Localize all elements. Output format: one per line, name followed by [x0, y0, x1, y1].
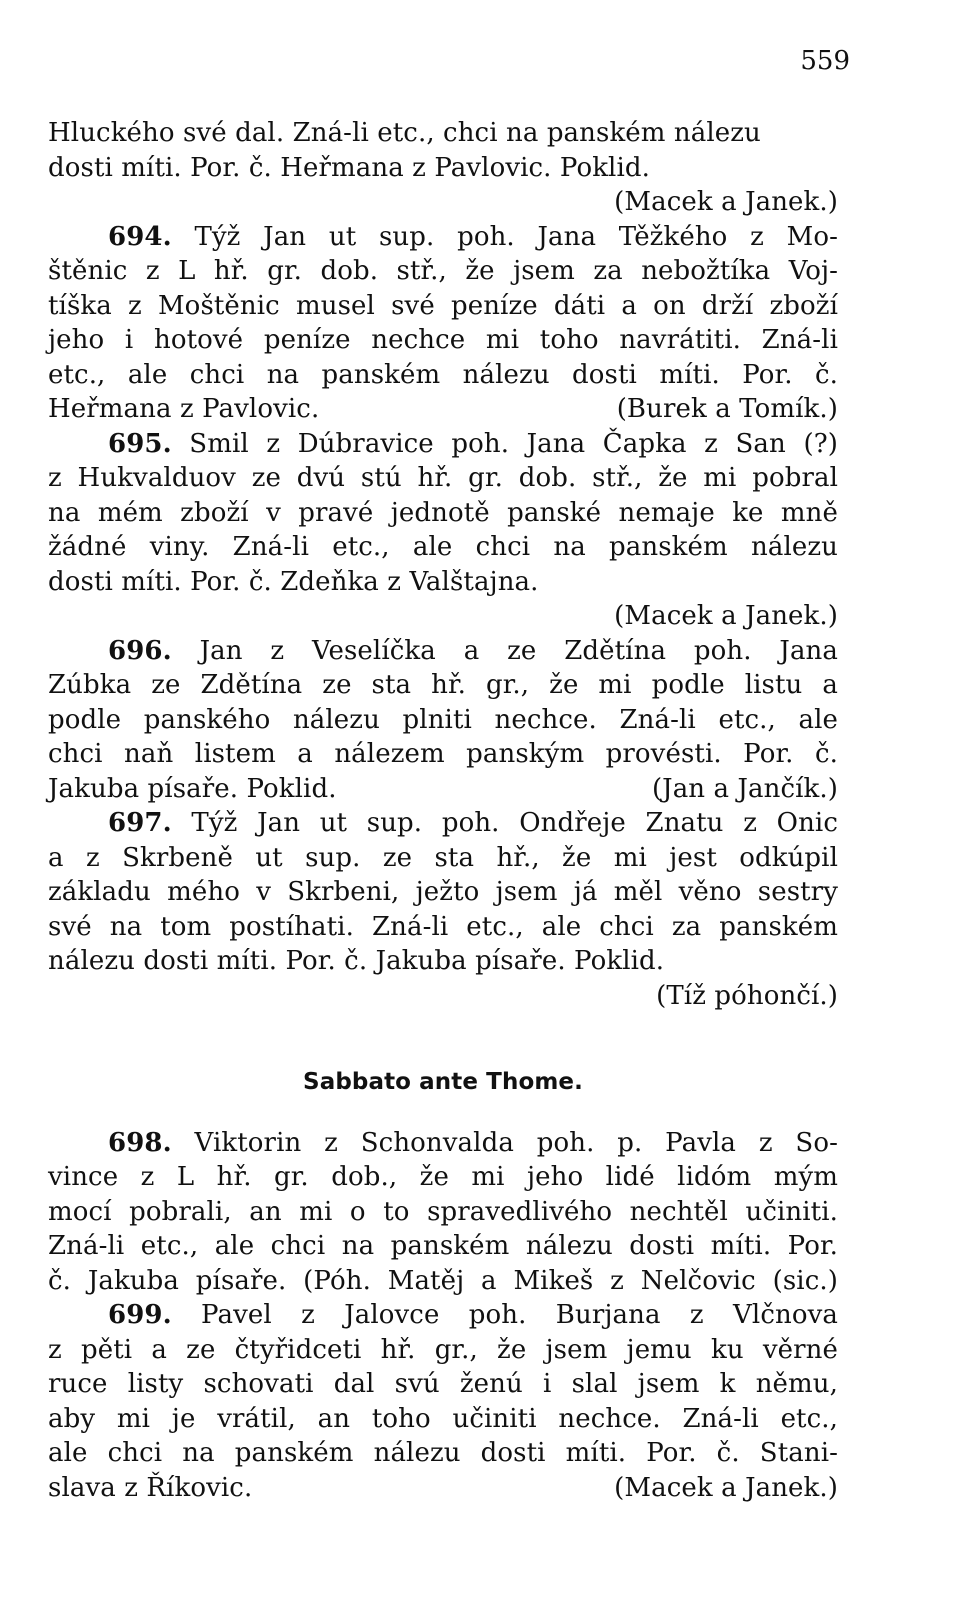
text-line: mocí pobrali, an mi o to spravedlivého nechtěl učiniti.: [48, 1196, 838, 1227]
entry-line: [48, 1298, 838, 1333]
entry-line: [48, 806, 838, 841]
text-line: Hluckého své dal. Zná-li etc., chci na panském nálezu: [48, 118, 761, 148]
entry-text: Týž Jan ut sup. poh. Ondřeje Znatu z Onic: [171, 808, 838, 838]
section-heading: Sabbato ante Thome.: [303, 1069, 583, 1095]
entry-line: [48, 427, 838, 462]
text-line: z Hukvalduov ze dvú stú hř. gr. dob. stř., že mi pobral: [48, 463, 838, 493]
text-line: na mém zboží v pravé jednotě panské nemaje ke mně: [48, 497, 838, 528]
text-segment: slava z Říkovic.: [48, 1472, 253, 1503]
text-line: ruce listy schovati dal svú ženú i slal jsem k němu,: [48, 1369, 838, 1399]
text-line: č. Jakuba písaře. (Póh. Matěj a Mikeš z Nelčovic (sic.): [48, 1265, 838, 1296]
entry-number: 695.: [108, 428, 172, 459]
text-body: [48, 116, 838, 1505]
entry-text: Smil z Dúbravice poh. Jana Čapka z San (?): [171, 428, 838, 459]
text-line: dosti míti. Por. č. Heřmana z Pavlovic. Poklid.: [48, 152, 651, 183]
entry-text: Viktorin z Schonvalda poh. p. Pavla z So-: [171, 1127, 838, 1158]
entry-text: Týž Jan ut sup. poh. Jana Těžkého z Mo-: [171, 221, 838, 252]
text-segment-right: (Burek a Tomík.): [616, 394, 838, 424]
text-line: [48, 1471, 838, 1506]
entry-number: 696.: [108, 635, 172, 666]
text-line: Zúbka ze Zdětína ze sta hř. gr., že mi podle listu a: [48, 670, 838, 700]
text-segment: Jakuba písaře. Poklid.: [48, 773, 337, 804]
text-line: Zná-li etc., ale chci na panském nálezu dosti míti. Por.: [48, 1231, 838, 1261]
text-line: z pěti a ze čtyřidceti hř. gr., že jsem jemu ku věrné: [48, 1334, 838, 1365]
text-line: dosti míti. Por. č. Zdeňka z Valštajna.: [48, 566, 539, 597]
text-line: [48, 772, 838, 807]
text-line: aby mi je vrátil, an toho učiniti nechce. Zná-li etc.,: [48, 1403, 838, 1434]
text-segment-right: (Jan a Jančík.): [651, 773, 838, 804]
text-line: (Macek a Janek.): [614, 187, 838, 217]
text-line: a z Skrbeně ut sup. ze sta hř., že mi jest odkúpil: [48, 842, 838, 873]
page-number: 559: [800, 46, 850, 76]
text-line: [48, 392, 838, 427]
entry-line: [48, 220, 838, 255]
section-gap: [48, 1013, 838, 1065]
text-line: (Macek a Janek.): [614, 601, 838, 631]
text-line: etc., ale chci na panském nálezu dosti míti. Por. č.: [48, 359, 838, 390]
entry-text: Jan z Veselíčka a ze Zdětína poh. Jana: [171, 635, 838, 666]
entry-number: 698.: [108, 1127, 172, 1158]
text-line: základu mého v Skrbeni, ježto jsem já měl věno sestry: [48, 877, 838, 907]
text-line: jeho i hotové peníze nechce mi toho navrátiti. Zná-li: [48, 325, 838, 355]
entry-line: [48, 1126, 838, 1161]
text-segment-right: (Macek a Janek.): [614, 1472, 838, 1503]
text-line: chci naň listem a nálezem panským provésti. Por. č.: [48, 739, 838, 769]
entry-number: 697.: [108, 808, 172, 838]
section-gap: [48, 1100, 838, 1126]
text-line: štěnic z L hř. gr. dob. stř., že jsem za nebožtíka Voj-: [48, 256, 838, 286]
text-line: žádné viny. Zná-li etc., ale chci na panském nálezu: [48, 532, 838, 562]
text-line: své na tom postíhati. Zná-li etc., ale chci za panském: [48, 911, 838, 942]
entry-line: [48, 634, 838, 669]
entry-number: 699.: [108, 1300, 172, 1330]
text-line: vince z L hř. gr. dob., že mi jeho lidé lidóm mým: [48, 1162, 838, 1192]
text-line: ale chci na panském nálezu dosti míti. Por. č. Stani-: [48, 1438, 838, 1468]
entry-text: Pavel z Jalovce poh. Burjana z Vlčnova: [171, 1300, 838, 1330]
text-line: (Tíž póhončí.): [656, 980, 838, 1011]
entry-number: 694.: [108, 221, 172, 252]
text-line: podle panského nálezu plniti nechce. Zná-li etc., ale: [48, 704, 838, 735]
text-line: nálezu dosti míti. Por. č. Jakuba písaře. Poklid.: [48, 946, 665, 976]
text-segment: Heřmana z Pavlovic.: [48, 394, 320, 424]
text-line: tíška z Moštěnic musel své peníze dáti a on drží zboží: [48, 290, 838, 321]
